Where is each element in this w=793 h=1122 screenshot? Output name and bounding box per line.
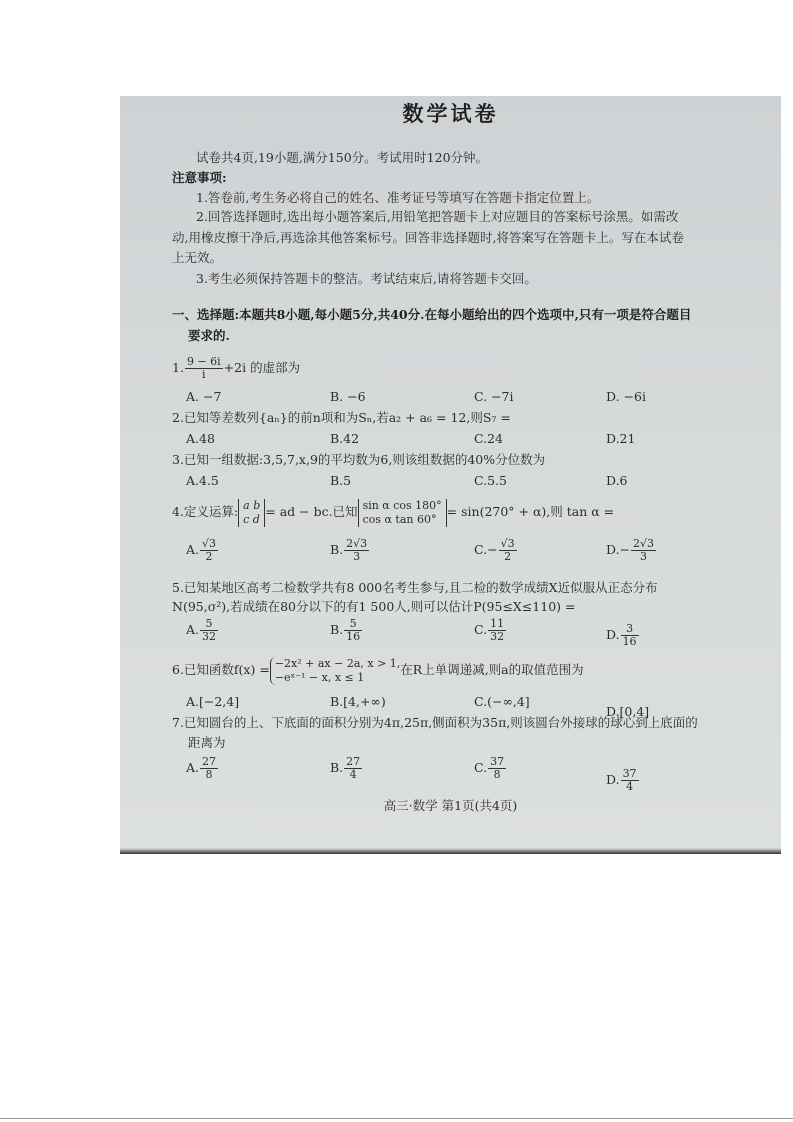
q7-d-fraction: [621, 768, 639, 793]
q1-option-b: B. −6: [330, 389, 366, 404]
q5-option-a: [186, 618, 219, 643]
q4-a-fraction: [200, 538, 218, 563]
q7-option-b: [330, 756, 363, 781]
q1-option-d: D. −6i: [606, 389, 646, 404]
q3-option-d: D.6: [606, 473, 628, 488]
q7-b-fraction: [344, 756, 362, 781]
q7-option-d: [606, 768, 640, 793]
q4-b-label: B.: [330, 542, 344, 557]
q4-lead: 4.定义运算:: [172, 504, 239, 519]
q7-d-label: D.: [606, 772, 620, 787]
q1-rest: +2i 的虚部为: [223, 360, 301, 375]
q3-option-c: C.5.5: [474, 473, 507, 488]
q4-d-den: 3: [640, 550, 648, 563]
q6-case1: −2x² + ax − 2a, x > 1,: [274, 656, 401, 670]
q7-a-fraction: [200, 756, 218, 781]
q4-tail: = sin(270° + α),则 tan α =: [446, 504, 615, 519]
q5-b-fraction: [344, 618, 362, 643]
question-1: [172, 356, 300, 381]
q7-option-c: [474, 756, 507, 781]
q6-piecewise: [270, 657, 400, 685]
q5-c-label: C.: [474, 622, 488, 637]
q4-option-b: [330, 538, 370, 563]
q7-d-den: 4: [626, 780, 634, 793]
q4-c-fraction: [499, 538, 517, 563]
section-heading: 一、选择题:本题共8小题,每小题5分,共40分.在每小题给出的四个选项中,只有一项是符合题目: [172, 307, 692, 322]
q7-c-label: C.: [474, 760, 488, 775]
q7-b-den: 4: [349, 768, 357, 781]
q2-option-d: D.21: [606, 431, 636, 446]
q5-option-d: [606, 623, 640, 648]
q4-option-d: [606, 538, 657, 563]
q4-det2-row1: sin α cos 180°: [362, 498, 442, 512]
q7-c-fraction: [488, 756, 506, 781]
q4-mid: = ad − bc.已知: [265, 504, 358, 519]
q4-determinant: [358, 499, 447, 527]
question-7-line2: 距离为: [188, 735, 226, 750]
q5-d-fraction: [621, 623, 639, 648]
q4-d-num: 2√3: [633, 537, 655, 550]
q3-option-a: A.4.5: [186, 473, 219, 488]
q7-b-num: 27: [346, 755, 361, 768]
q5-d-num: 3: [621, 623, 639, 636]
notice-2-cont: 动,用橡皮擦干净后,再选涂其他答案标号。回答非选择题时,将答案写在答题卡上。写在本试卷: [172, 230, 684, 245]
q5-option-c: [474, 618, 507, 643]
page-footer: 高三·数学 第1页(共4页): [383, 798, 518, 813]
exam-page-photo: [120, 96, 781, 854]
question-4: [172, 496, 614, 528]
q1-option-a: A. −7: [186, 389, 222, 404]
q5-b-den: 16: [346, 630, 361, 643]
q4-d-label: D.: [606, 542, 620, 557]
question-3: 3.已知一组数据:3,5,7,x,9的平均数为6,则该组数据的40%分位数为: [172, 452, 546, 467]
q4-det1-row1: a b: [243, 498, 261, 512]
q4-b-num: 2√3: [346, 537, 368, 550]
q4-c-sign: −: [487, 542, 498, 557]
q7-c-num: 37: [490, 755, 505, 768]
q7-option-a: [186, 756, 219, 781]
q4-c-num: √3: [500, 537, 515, 550]
notice-heading: 注意事项:: [172, 170, 227, 185]
q7-d-num: 37: [622, 767, 637, 780]
q5-b-num: 5: [344, 618, 362, 631]
q4-d-sign: −: [619, 542, 631, 557]
q2-option-c: C.24: [474, 431, 503, 446]
q4-det1-row2: c d: [243, 512, 260, 526]
photo-edge-shadow: [120, 848, 781, 854]
q4-determinant-def: [238, 499, 265, 527]
q4-b-den: 3: [353, 550, 361, 563]
q1-fraction: [185, 356, 223, 381]
notice-2: 2.回答选择题时,选出每小题答案后,用铅笔把答题卡上对应题目的答案标号涂黑。如需改: [196, 209, 679, 224]
q4-c-den: 2: [504, 550, 512, 563]
q4-a-num: √3: [202, 537, 217, 550]
q2-option-b: B.42: [330, 431, 360, 446]
q5-c-num: 11: [490, 617, 505, 630]
q1-number: 1.: [172, 360, 184, 375]
q7-a-den: 8: [205, 768, 213, 781]
q7-a-num: 27: [202, 755, 217, 768]
q4-a-den: 2: [205, 550, 213, 563]
q4-c-label: C.: [474, 542, 488, 557]
exam-intro: 试卷共4页,19小题,满分150分。考试用时120分钟。: [196, 150, 489, 165]
notice-3: 3.考生必须保持答题卡的整洁。考试结束后,请将答题卡交回。: [196, 271, 537, 286]
q4-det2-row2: cos α tan 60°: [362, 512, 437, 526]
q6-tail: 在R上单调递减,则a的取值范围为: [400, 662, 584, 677]
q5-c-den: 32: [490, 630, 505, 643]
q7-c-den: 8: [493, 768, 501, 781]
q4-d-fraction: [631, 538, 656, 563]
q3-option-b: B.5: [330, 473, 352, 488]
q4-option-a: [186, 538, 219, 563]
q5-a-den: 32: [202, 630, 217, 643]
question-6: [172, 654, 584, 686]
q5-option-b: [330, 618, 363, 643]
q6-option-d: D.[0,4]: [606, 704, 650, 719]
q6-option-c: C.(−∞,4]: [474, 694, 530, 709]
q6-option-b: B.[4,+∞): [330, 694, 386, 709]
question-5-line2: N(95,σ²),若成绩在80分以下的有1 500人,则可以估计P(95≤X≤110) =: [172, 599, 576, 614]
q2-option-a: A.48: [186, 431, 215, 446]
page-bottom-rule: [0, 1118, 793, 1119]
section-heading-cont: 要求的.: [188, 328, 230, 343]
notice-1: 1.答卷前,考生务必将自己的姓名、准考证号等填写在答题卡指定位置上。: [196, 190, 600, 205]
notice-2-end: 上无效。: [172, 250, 223, 265]
q1-frac-num: 9 − 6i: [186, 355, 221, 368]
q5-d-label: D.: [606, 627, 620, 642]
q7-b-label: B.: [330, 760, 344, 775]
q1-frac-den: i: [202, 368, 206, 381]
q7-a-label: A.: [186, 760, 200, 775]
exam-title: 数学试卷: [402, 101, 499, 126]
q4-a-label: A.: [186, 542, 200, 557]
q6-lead: 6.已知函数f(x) =: [172, 662, 270, 677]
question-5-line1: 5.已知某地区高考二检数学共有8 000名考生参与,且二检的数学成绩X近似服从正态分布: [172, 580, 658, 595]
question-7-line1: 7.已知圆台的上、下底面的面积分别为4π,25π,侧面积为35π,则该圆台外接球的球心到上底面的: [172, 715, 698, 730]
q5-a-num: 5: [200, 618, 218, 631]
q5-a-fraction: [200, 618, 218, 643]
q6-option-a: A.[−2,4]: [186, 694, 240, 709]
q6-case2: −eˣ⁻¹ − x, x ≤ 1: [274, 670, 365, 684]
q5-c-fraction: [488, 618, 506, 643]
q5-d-den: 16: [622, 635, 637, 648]
q4-b-fraction: [344, 538, 369, 563]
q5-b-label: B.: [330, 622, 344, 637]
q4-option-c: [474, 538, 518, 563]
q1-option-c: C. −7i: [474, 389, 514, 404]
question-2: 2.已知等差数列{aₙ}的前n项和为Sₙ,若a₂ + a₆ = 12,则S₇ =: [172, 410, 511, 425]
q5-a-label: A.: [186, 622, 200, 637]
